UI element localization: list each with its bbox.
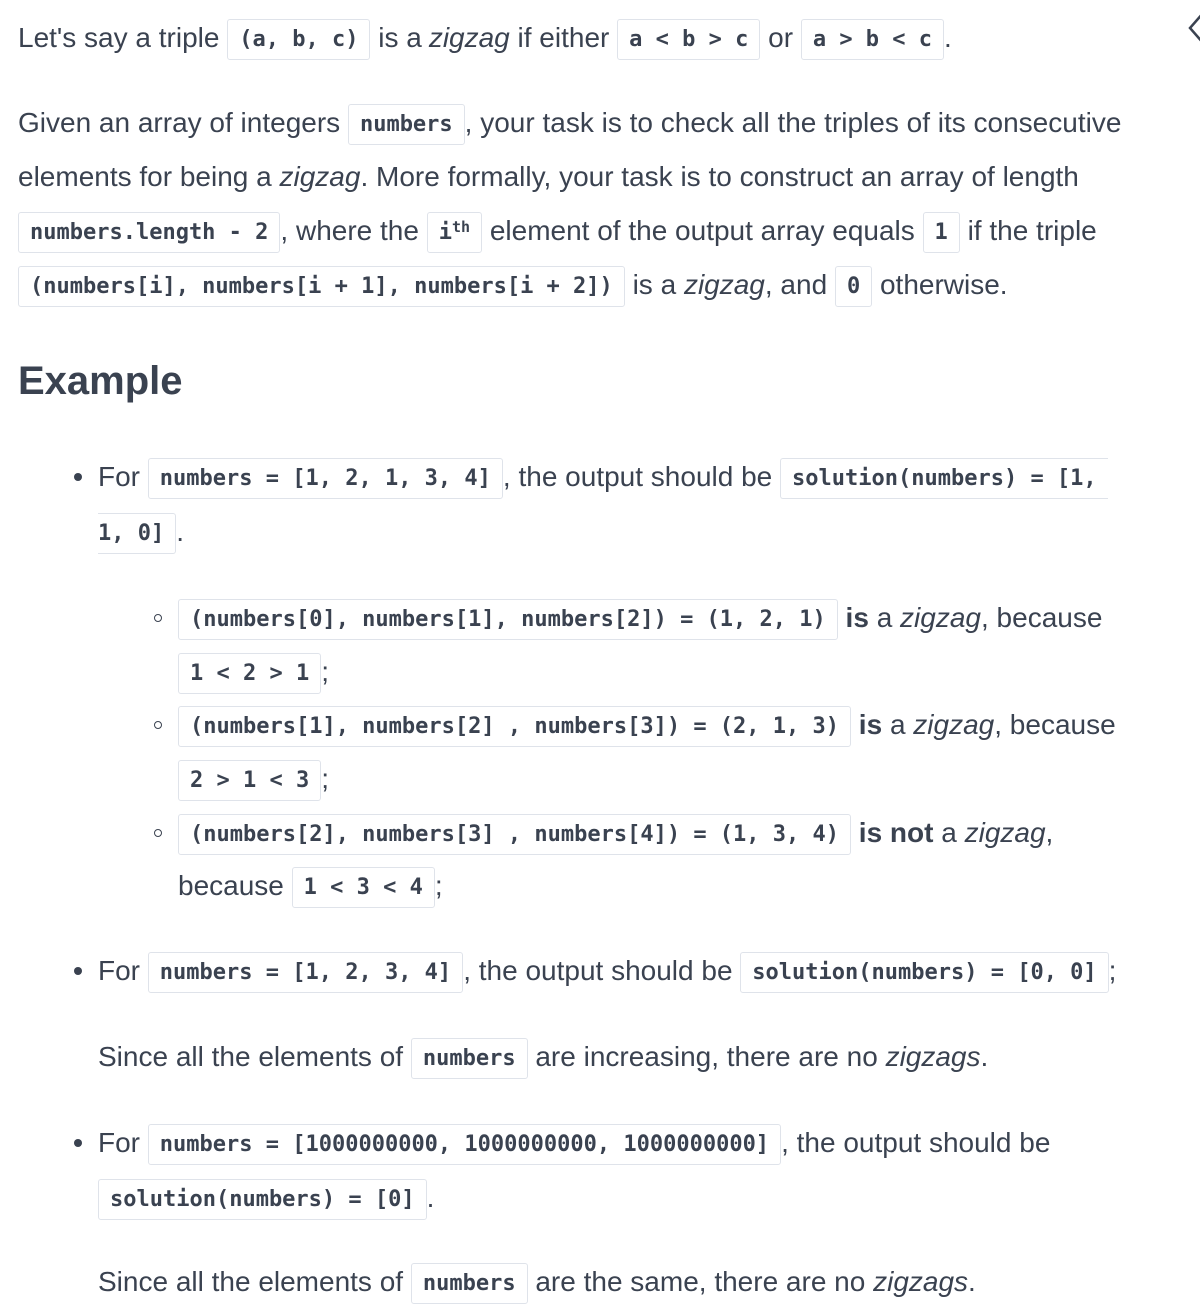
example-1-line-2: [98, 512, 184, 554]
zigzag-term: zigzag: [900, 602, 981, 633]
example-3-line-2: [98, 1178, 434, 1220]
code-sub-triple: (numbers[2], numbers[3] , numbers[4]) = (1, 3, 4): [178, 814, 851, 855]
task-text: Given an array of integers: [18, 107, 341, 138]
intro-text: is a: [378, 22, 422, 53]
example-text: , the output should be: [781, 1127, 1051, 1158]
task-line-4: [18, 265, 1008, 307]
code-input: numbers = [1000000000, 1000000000, 1000000000]: [148, 1124, 781, 1165]
code-ith-sup: th: [451, 218, 471, 237]
bullet-icon: [74, 967, 82, 975]
zigzag-term: zigzags: [873, 1266, 969, 1297]
sub-3-line-1: [178, 813, 1053, 855]
example-text: , because: [994, 709, 1116, 740]
task-text: , and: [764, 269, 828, 300]
circle-bullet-icon: [154, 721, 162, 729]
example-text: Since all the elements of: [98, 1266, 404, 1297]
task-text: elements for being a: [18, 161, 272, 192]
code-condition-2: a > b < c: [801, 19, 944, 60]
circle-bullet-icon: [154, 829, 162, 837]
zigzag-term: zigzag: [913, 709, 995, 740]
task-text: , your task is to check all the triples of its consecutive: [464, 107, 1122, 138]
code-ith-base: i: [438, 220, 452, 246]
sub-1-line-2: [178, 652, 329, 694]
code-output: solution(numbers) = [0, 0]: [740, 952, 1108, 993]
example-text: , the output should be: [463, 955, 733, 986]
intro-text: Let's say a triple: [18, 22, 220, 53]
example-3-note: [98, 1262, 976, 1304]
code-condition: 1 < 2 > 1: [178, 653, 321, 694]
task-line-1: [18, 103, 1121, 145]
intro-line: [18, 18, 952, 60]
code-sub-triple: (numbers[0], numbers[1], numbers[2]) = (1, 2, 1): [178, 599, 838, 640]
code-ith: [427, 212, 482, 253]
task-text: otherwise.: [879, 269, 1008, 300]
keyword-is-not: is not: [858, 817, 934, 848]
example-2-note: [98, 1037, 988, 1079]
example-text: Since all the elements of: [98, 1041, 404, 1072]
example-heading: Example: [18, 359, 183, 403]
code-zero: 0: [835, 266, 872, 307]
zigzag-term: zigzags: [885, 1041, 981, 1072]
example-text: ;: [321, 763, 329, 794]
example-text: , because: [980, 602, 1103, 633]
intro-period: .: [944, 22, 952, 53]
example-text: ;: [1108, 955, 1117, 986]
example-period: .: [176, 516, 185, 547]
code-output-cont: 1, 0]: [98, 513, 176, 554]
bullet-icon: [74, 473, 82, 481]
code-output: solution(numbers) = [1,: [780, 458, 1108, 499]
example-text: ,: [1045, 817, 1054, 848]
keyword-is: is: [858, 709, 883, 740]
example-text: are increasing, there are no: [535, 1041, 878, 1072]
zigzag-term: zigzag: [683, 269, 765, 300]
example-text: because: [178, 870, 284, 901]
keyword-is: is: [845, 602, 869, 633]
example-2-line-1: [98, 951, 1116, 993]
code-one: 1: [923, 212, 960, 253]
zigzag-term: zigzag: [964, 817, 1046, 848]
sub-3-line-2: [178, 866, 443, 908]
bullet-icon: [74, 1139, 82, 1147]
task-text: if the triple: [967, 215, 1097, 246]
sub-2-line-1: [178, 705, 1116, 747]
code-triple-expr: (numbers[i], numbers[i + 1], numbers[i + 2]): [18, 266, 625, 307]
task-line-2: [18, 157, 1079, 197]
code-numbers: numbers: [411, 1263, 528, 1304]
task-text: element of the output array equals: [489, 215, 915, 246]
code-input: numbers = [1, 2, 1, 3, 4]: [148, 458, 503, 499]
example-text: a: [889, 709, 906, 740]
example-3-line-1: [98, 1123, 1050, 1165]
example-text: For: [98, 955, 140, 986]
example-text: a: [876, 602, 893, 633]
example-text: .: [968, 1266, 976, 1297]
example-text: For: [98, 1127, 140, 1158]
code-condition: 1 < 3 < 4: [292, 867, 435, 908]
example-text: are the same, there are no: [535, 1266, 866, 1297]
intro-text: if either: [517, 22, 610, 53]
code-length: numbers.length - 2: [18, 212, 280, 253]
chevron-left-icon[interactable]: [1186, 8, 1200, 48]
task-text: . More formally, your task is to construct an array of length: [360, 161, 1079, 192]
code-numbers: numbers: [348, 104, 465, 145]
example-text: .: [426, 1182, 435, 1213]
example-text: ;: [321, 656, 329, 687]
example-text: a: [941, 817, 957, 848]
example-text: For: [98, 461, 140, 492]
task-text: , where the: [280, 215, 419, 246]
sub-2-line-2: [178, 759, 329, 801]
code-condition-1: a < b > c: [617, 19, 760, 60]
zigzag-term: zigzag: [428, 22, 510, 53]
task-line-3: [18, 211, 1097, 253]
code-sub-triple: (numbers[1], numbers[2] , numbers[3]) = (2, 1, 3): [178, 706, 851, 747]
task-text: is a: [632, 269, 677, 300]
zigzag-term: zigzag: [279, 161, 361, 192]
example-1-line-1: [98, 457, 1108, 499]
code-input: numbers = [1, 2, 3, 4]: [148, 952, 463, 993]
sub-1-line-1: [178, 598, 1102, 640]
code-condition: 2 > 1 < 3: [178, 760, 321, 801]
example-text: .: [980, 1041, 989, 1072]
circle-bullet-icon: [154, 614, 162, 622]
intro-text: or: [768, 22, 794, 53]
code-triple: (a, b, c): [227, 19, 370, 60]
code-output: solution(numbers) = [0]: [98, 1179, 427, 1220]
code-numbers: numbers: [411, 1038, 528, 1079]
example-text: , the output should be: [502, 461, 773, 492]
example-text: ;: [434, 870, 443, 901]
